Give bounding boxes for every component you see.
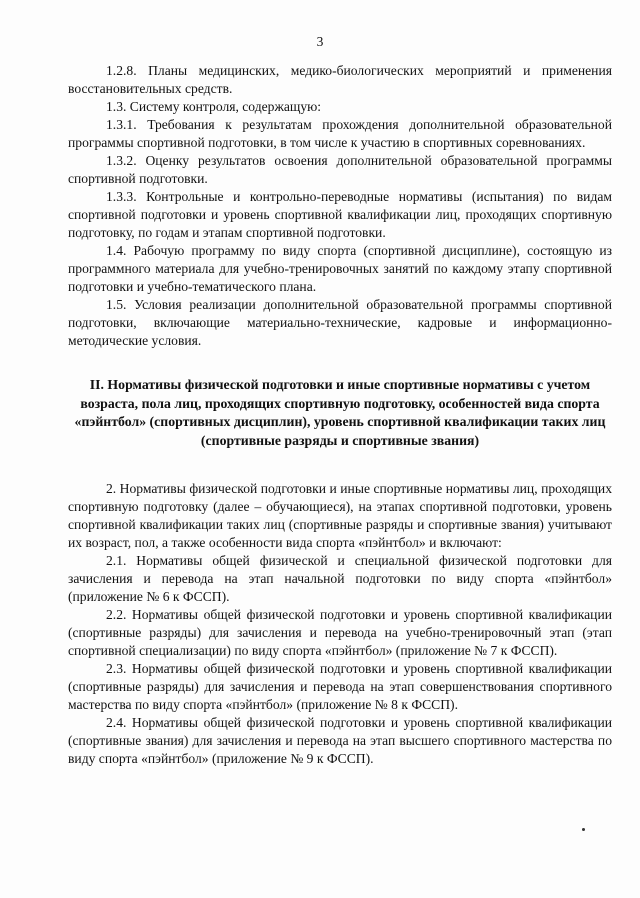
page-number: 3 xyxy=(316,34,324,49)
paragraph-1-3-2: 1.3.2. Оценку результатов освоения дополнительной образовательной программы спортивной подготовки. xyxy=(68,153,612,186)
paragraph-1-5: 1.5. Условия реализации дополнительной образовательной программы спортивной подготовки, включающие материально-технические, кадровые и информационно-методические условия. xyxy=(68,297,612,348)
paragraph-2-4: 2.4. Нормативы общей физической подготовки и уровень спортивной квалификации (спортивные звания) для зачисления и перевода на этап высшего спортивного мастерства по виду спорта «пэйнтбол» (приложение № 9 к ФССП). xyxy=(68,715,612,766)
paragraph-2-2: 2.2. Нормативы общей физической подготовки и уровень спортивной квалификации (спортивные разряды) для зачисления и перевода на учебно-тренировочный этап (этап спортивной специализации) по виду спорта «пэйнтбол» (приложение № 7 к ФССП). xyxy=(68,607,612,658)
paragraph-1-2-8: 1.2.8. Планы медицинских, медико-биологических мероприятий и применения восстановительных средств. xyxy=(68,63,612,96)
paragraph-2-3: 2.3. Нормативы общей физической подготовки и уровень спортивной квалификации (спортивные разряды) для зачисления и перевода на этап совершенствования спортивного мастерства по виду спорта «пэйнтбол» (приложение № 8 к ФССП). xyxy=(68,661,612,712)
paragraph-2-1: 2.1. Нормативы общей физической и специальной физической подготовки для зачисления и перевода на этап начальной подготовки по виду спорта «пэйнтбол» (приложение № 6 к ФССП). xyxy=(68,553,612,604)
paragraph-1-4: 1.4. Рабочую программу по виду спорта (спортивной дисциплине), состоящую из программного материала для учебно-тренировочных занятий по каждому этапу спортивной подготовки и учебно-тематического плана. xyxy=(68,243,612,294)
paragraph-1-3-3: 1.3.3. Контрольные и контрольно-переводные нормативы (испытания) по видам спортивной подготовки и уровень спортивной квалификации лиц, проходящих спортивную подготовку, по годам и этапам спортивной подготовки. xyxy=(68,189,612,240)
paragraph-2: 2. Нормативы физической подготовки и иные спортивные нормативы лиц, проходящих спортивную подготовку (далее – обучающиеся), на этапах спортивной подготовки, уровень спортивной квалификации таких лиц (спортивные разряды и спортивные звания) учитывают их возраст, пол, а также особенности вида спорта «пэйнтбол» и включают: xyxy=(68,481,612,550)
scan-speck xyxy=(582,828,585,831)
section-title: II. Нормативы физической подготовки и иные спортивные нормативы с учетом возраста, пола лиц, проходящих спортивную подготовку, особенностей вида спорта «пэйнтбол» (спортивных дисциплин), уровень спортивной квалификации таких лиц (спортивные разряды и спортивные звания) xyxy=(74,377,606,448)
paragraph-1-3-1: 1.3.1. Требования к результатам прохождения дополнительной образовательной программы спортивной подготовки, в том числе к участию в спортивных соревнованиях. xyxy=(68,117,612,150)
paragraph-1-3: 1.3. Систему контроля, содержащую: xyxy=(106,99,322,114)
document-body xyxy=(68,62,612,768)
